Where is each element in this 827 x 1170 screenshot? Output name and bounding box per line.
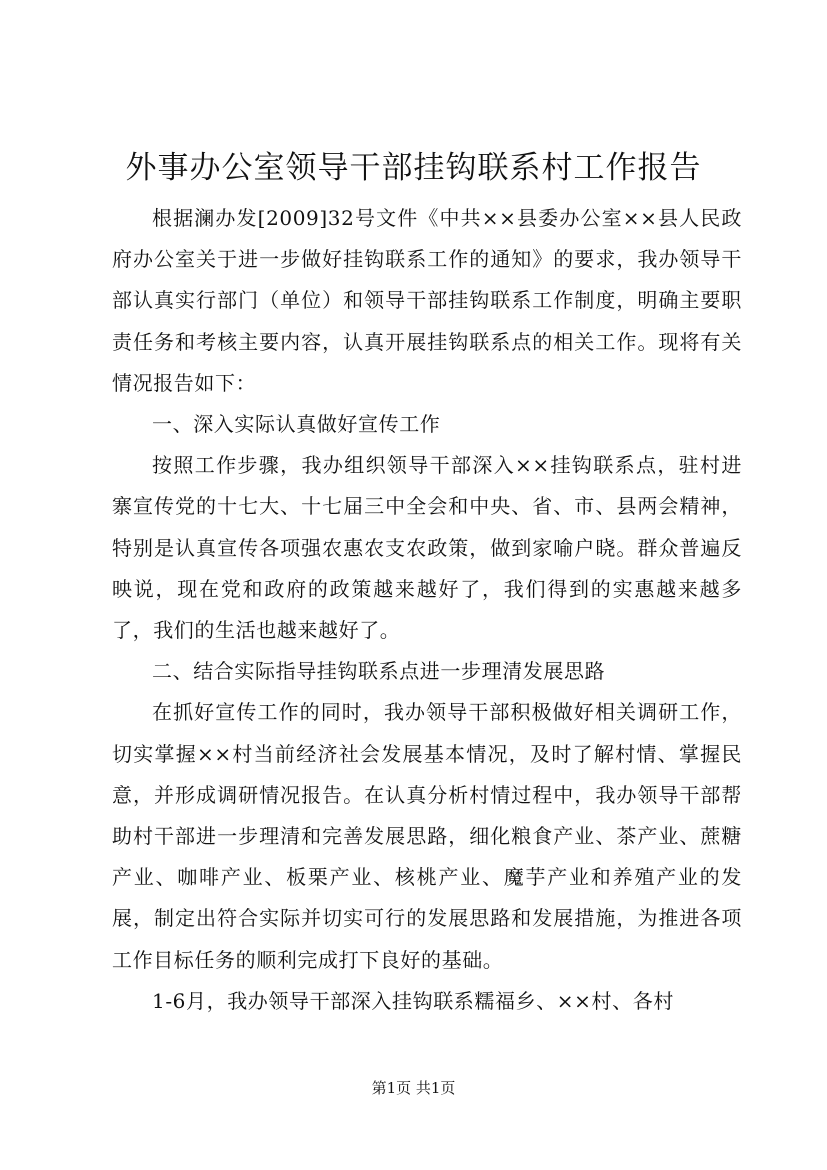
section-heading-1: 一、深入实际认真做好宣传工作 (152, 412, 441, 437)
document-title: 外事办公室领导干部挂钩联系村工作报告 (125, 150, 702, 186)
paragraph-section-2: 在抓好宣传工作的同时，我办领导干部积极做好相关调研工作，切实掌握××村当前经济社会发展基本情况，及时了解村情、掌握民意，并形成调研情况报告。在认真分析村情过程中，我办领导干部帮助村干部进一步理清和完善发展思路，细化粮食产业、茶产业、蔗糖产业、咖啡产业、板栗产业、核桃产业、魔芋产业和养殖产业的发展，制定出符合实际并切实可行的发展思路和发展措施，为推进各项工作目标任务的顺利完成打下良好的基础。 (112, 700, 742, 972)
paragraph-continued: 1-6月，我办领导干部深入挂钩联系糯福乡、××村、各村 (152, 988, 674, 1013)
section-heading-2: 二、结合实际指导挂钩联系点进一步理清发展思路 (152, 659, 606, 684)
paragraph-intro: 根据澜办发[2009]32号文件《中共××县委办公室××县人民政府办公室关于进一步做好挂钩联系工作的通知》的要求，我办领导干部认真实行部门（单位）和领导干部挂钩联系工作制度，明确主要职责任务和考核主要内容，认真开展挂钩联系点的相关工作。现将有关情况报告如下： (112, 206, 742, 395)
page-footer: 第1页 共1页 (371, 1079, 456, 1097)
document-body (112, 198, 742, 1022)
paragraph-section-1: 按照工作步骤，我办组织领导干部深入××挂钩联系点，驻村进寨宣传党的十七大、十七届三中全会和中央、省、市、县两会精神，特别是认真宣传各项强农惠农支农政策，做到家喻户晓。群众普遍反映说，现在党和政府的政策越来越好了，我们得到的实惠越来越多了，我们的生活也越来越好了。 (112, 453, 742, 643)
